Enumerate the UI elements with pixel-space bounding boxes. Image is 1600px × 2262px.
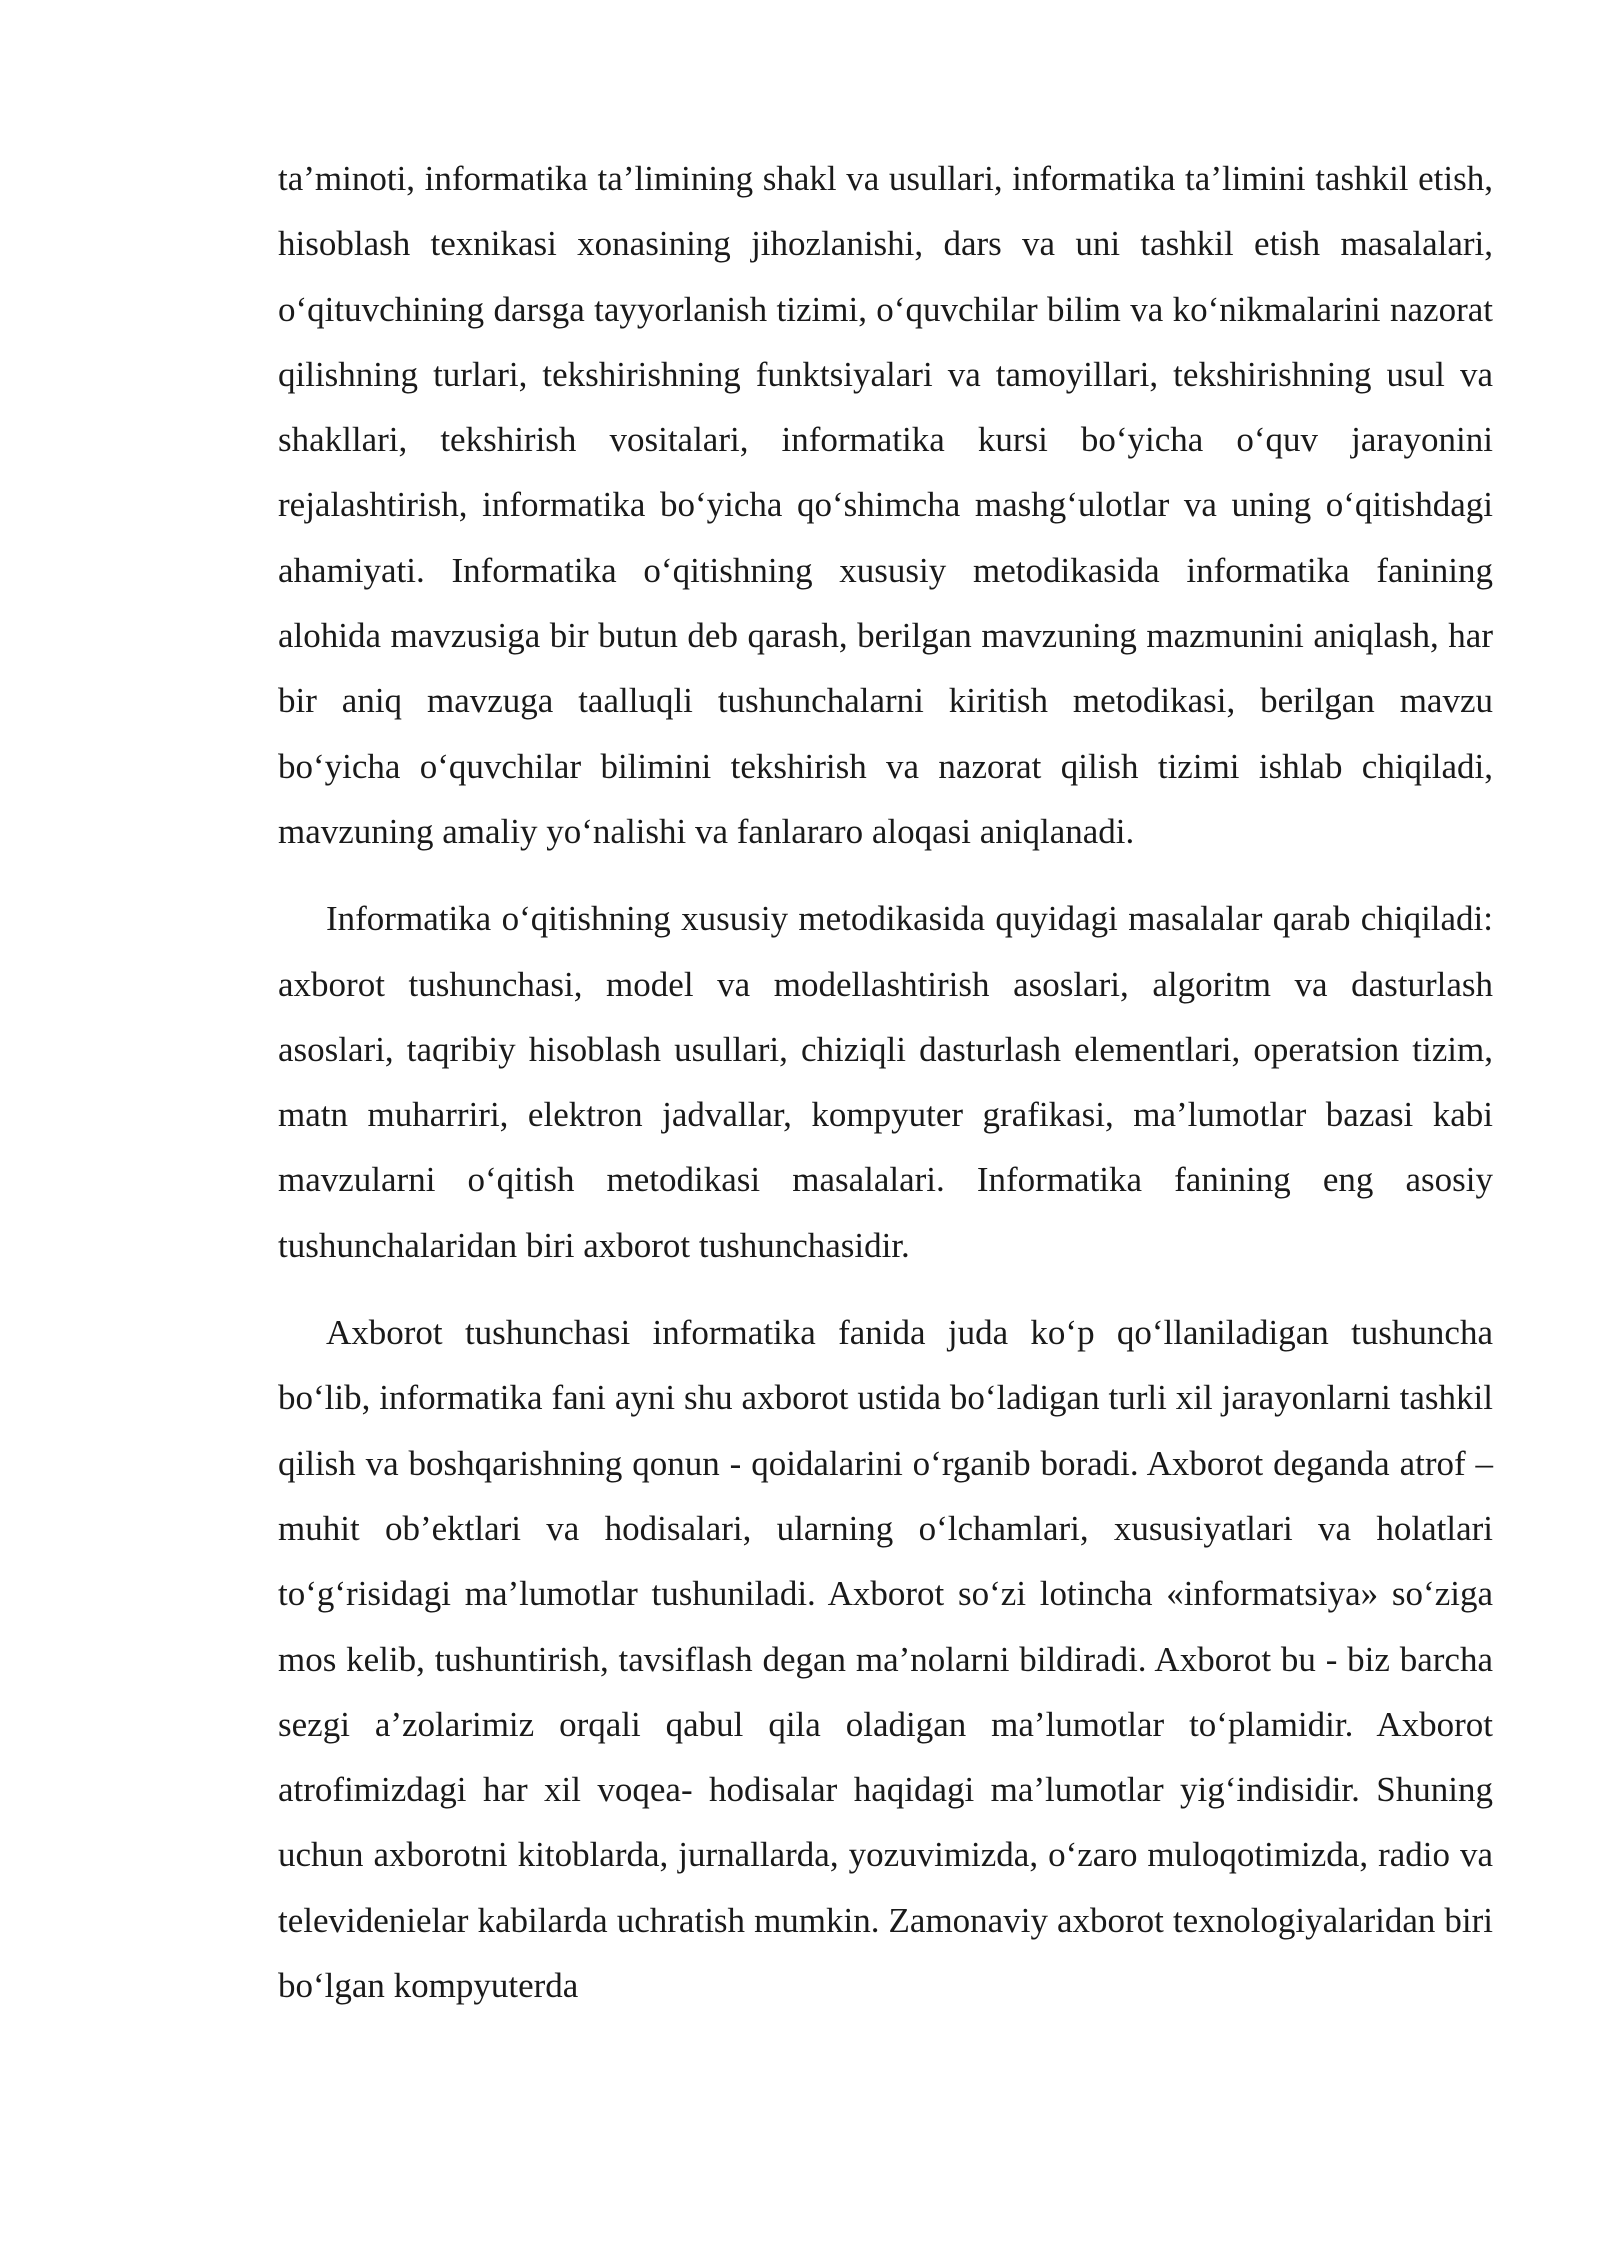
paragraph-2: Informatika o‘qitishning xususiy metodikasida quyidagi masalalar qarab chiqiladi: axborot tushunchasi, model va modellashtirish asoslari, algoritm va dasturlash asoslari, taqribiy hisoblash usullari, chiziqli dasturlash elementlari, operatsion tizim, matn muharriri, elektron jadvallar, kompyuter grafikasi, ma’lumotlar bazasi kabi mavzularni o‘qitish metodikasi masalalari. Informatika fanining eng asosiy tushunchalaridan biri axborot tushunchasidir. bbox=[278, 899, 1493, 1265]
paragraph-3: Axborot tushunchasi informatika fanida juda ko‘p qo‘llaniladigan tushuncha bo‘lib, informatika fani ayni shu axborot ustida bo‘ladigan turli xil jarayonlarni tashkil qilish va boshqarishning qonun - qoidalarini o‘rganib boradi. Axborot deganda atrof – muhit ob’ektlari va hodisalari, ularning o‘lchamlari, xususiyatlari va holatlari to‘g‘risidagi ma’lumotlar tushuniladi. Axborot so‘zi lotincha «informatsiya» so‘ziga mos kelib, tushuntirish, tavsiflash degan ma’nolarni bildiradi. Axborot bu - biz barcha sezgi a’zolarimiz orqali qabul qila oladigan ma’lumotlar to‘plamidir. Axborot atrofimizdagi har xil voqea- hodisalar haqidagi ma’lumotlar yig‘indisidir. Shuning uchun axborotni kitoblarda, jurnallarda, yozuvimizda, o‘zaro muloqotimizda, radio va televidenielar kabilarda uchratish mumkin. Zamonaviy axborot texnologiyalaridan biri bo‘lgan kompyuterda bbox=[278, 1313, 1493, 2006]
body-text bbox=[278, 146, 1493, 2018]
paragraph-1: ta’minoti, informatika ta’limining shakl va usullari, informatika ta’limini tashkil etish, hisoblash texnikasi xonasining jihozlanishi, dars va uni tashkil etish masalalari, o‘qituvchining darsga tayyorlanish tizimi, o‘quvchilar bilim va ko‘nikmalarini nazorat qilishning turlari, tekshirishning funktsiyalari va tamoyillari, tekshirishning usul va shakllari, tekshirish vositalari, informatika kursi bo‘yicha o‘quv jarayonini rejalashtirish, informatika bo‘yicha qo‘shimcha mashg‘ulotlar va uning o‘qitishdagi ahamiyati. Informatika o‘qitishning xususiy metodikasida informatika fanining alohida mavzusiga bir butun deb qarash, berilgan mavzuning mazmunini aniqlash, har bir aniq mavzuga taalluqli tushunchalarni kiritish metodikasi, berilgan mavzu bo‘yicha o‘quvchilar bilimini tekshirish va nazorat qilish tizimi ishlab chiqiladi, mavzuning amaliy yo‘nalishi va fanlararo aloqasi aniqlanadi. bbox=[278, 159, 1493, 851]
